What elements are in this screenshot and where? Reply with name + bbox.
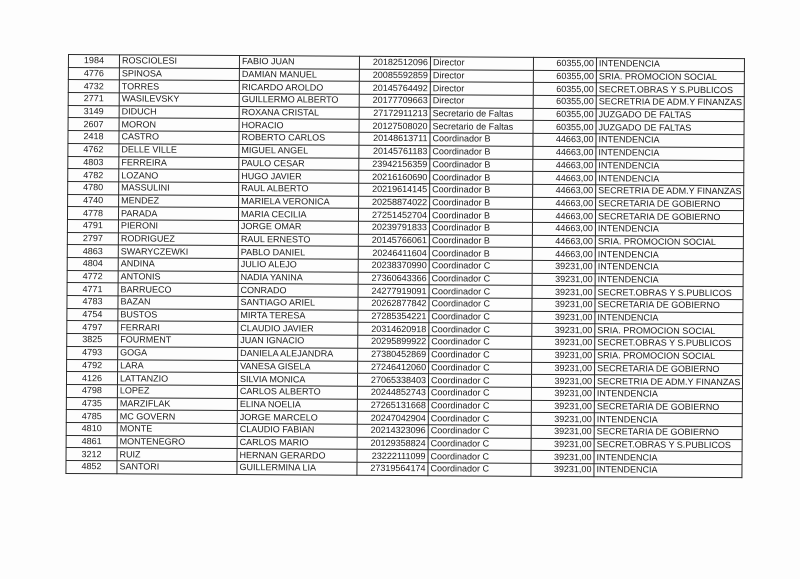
first-name-cell: NADIA YANINA: [238, 271, 358, 284]
position-cell: Coordinador C: [429, 361, 532, 374]
amount-cell: 44663,00: [533, 197, 596, 210]
surname-cell: MORON: [119, 118, 239, 131]
legajo-cell: 4735: [66, 397, 117, 410]
surname-cell: MC GOVERN: [117, 410, 237, 423]
cuit-cell: 20262877842: [358, 297, 429, 310]
surname-cell: MONTENEGRO: [117, 435, 237, 448]
department-cell: SECRETARIA DE GOBIERNO: [595, 362, 743, 376]
cuit-cell: 20085592859: [359, 69, 430, 82]
cuit-cell: 20246411604: [358, 247, 429, 260]
cuit-cell: 27360643366: [358, 272, 429, 285]
department-cell: SRIA. PROMOCION SOCIAL: [595, 235, 743, 249]
legajo-cell: 4772: [67, 270, 118, 283]
department-cell: INTENDENCIA: [596, 134, 744, 148]
surname-cell: LOZANO: [119, 169, 239, 182]
cuit-cell: 20145761183: [359, 145, 430, 158]
legajo-cell: 4776: [68, 67, 119, 80]
department-cell: SRIA. PROMOCION SOCIAL: [595, 324, 743, 338]
first-name-cell: RICARDO AROLDO: [239, 81, 359, 94]
department-cell: SECRETARIA DE GOBIERNO: [595, 299, 743, 313]
department-cell: SECRETRIA DE ADM.Y FINANZAS: [596, 185, 744, 199]
department-cell: SRIA. PROMOCION SOCIAL: [596, 70, 744, 84]
position-cell: Director: [430, 82, 533, 95]
position-cell: Coordinador B: [430, 184, 533, 197]
legajo-cell: 4785: [66, 410, 117, 423]
cuit-cell: 23222111099: [357, 450, 428, 463]
department-cell: INTENDENCIA: [594, 388, 742, 402]
first-name-cell: MIRTA TERESA: [238, 309, 358, 322]
department-cell: INTENDENCIA: [594, 451, 742, 465]
department-cell: INTENDENCIA: [595, 273, 743, 287]
amount-cell: 44663,00: [532, 248, 595, 261]
cuit-cell: 20258874022: [359, 196, 430, 209]
surname-cell: MONTE: [117, 423, 237, 436]
cuit-cell: 20177709663: [359, 94, 430, 107]
amount-cell: 60355,00: [533, 95, 596, 108]
first-name-cell: JUAN IGNACIO: [238, 335, 358, 348]
position-cell: Secretario de Faltas: [430, 120, 533, 133]
amount-cell: 39231,00: [531, 400, 594, 413]
first-name-cell: CARLOS ALBERTO: [237, 385, 357, 398]
surname-cell: ANTONIS: [118, 270, 238, 283]
position-cell: Coordinador C: [428, 437, 531, 450]
position-cell: Coordinador B: [429, 234, 532, 247]
surname-cell: CASTRO: [119, 131, 239, 144]
surname-cell: FERREIRA: [119, 156, 239, 169]
first-name-cell: PABLO DANIEL: [238, 246, 358, 259]
legajo-cell: 4793: [67, 346, 118, 359]
surname-cell: RUIZ: [117, 448, 237, 461]
department-cell: SECRET.OBRAS Y S.PUBLICOS: [595, 337, 743, 351]
cuit-cell: 20247042904: [357, 412, 428, 425]
first-name-cell: HERNAN GERARDO: [237, 449, 357, 462]
cuit-cell: 20238370990: [358, 259, 429, 272]
position-cell: Coordinador C: [429, 260, 532, 273]
cuit-cell: 20127508020: [359, 120, 430, 133]
surname-cell: BUSTOS: [118, 309, 238, 322]
amount-cell: 39231,00: [532, 349, 595, 362]
department-cell: INTENDENCIA: [595, 223, 743, 237]
department-cell: SECRET.OBRAS Y S.PUBLICOS: [594, 438, 742, 452]
legajo-cell: 4852: [66, 460, 117, 473]
first-name-cell: JORGE MARCELO: [237, 411, 357, 424]
cuit-cell: 20129358824: [357, 437, 428, 450]
amount-cell: 44663,00: [533, 133, 596, 146]
surname-cell: DIDUCH: [119, 106, 239, 119]
cuit-cell: 27319564174: [357, 462, 428, 475]
amount-cell: 39231,00: [531, 413, 594, 426]
department-cell: SRIA. PROMOCION SOCIAL: [595, 350, 743, 364]
first-name-cell: CONRADO: [238, 284, 358, 297]
cuit-cell: 20295899922: [358, 335, 429, 348]
cuit-cell: 27265131668: [357, 399, 428, 412]
first-name-cell: MIGUEL ANGEL: [239, 144, 359, 157]
amount-cell: 60355,00: [533, 108, 596, 121]
amount-cell: 44663,00: [532, 210, 595, 223]
cuit-cell: 20182512096: [359, 56, 430, 69]
cuit-cell: 27172911213: [359, 107, 430, 120]
first-name-cell: ROXANA CRISTAL: [239, 106, 359, 119]
position-cell: Coordinador C: [429, 349, 532, 362]
surname-cell: PARADA: [118, 207, 238, 220]
cuit-cell: 27251452704: [358, 209, 429, 222]
department-cell: SECRETRIA DE ADM.Y FINANZAS: [594, 375, 742, 389]
amount-cell: 60355,00: [533, 57, 596, 70]
cuit-cell: 20239791833: [358, 221, 429, 234]
position-cell: Director: [430, 57, 533, 70]
first-name-cell: ELINA NOELIA: [237, 398, 357, 411]
amount-cell: 60355,00: [533, 70, 596, 83]
department-cell: SECRET.OBRAS Y S.PUBLICOS: [595, 286, 743, 300]
amount-cell: 39231,00: [531, 463, 594, 476]
surname-cell: WASILEVSKY: [119, 93, 239, 106]
department-cell: SECRET.OBRAS Y S.PUBLICOS: [596, 83, 744, 97]
surname-cell: BAZAN: [118, 296, 238, 309]
position-cell: Coordinador B: [430, 133, 533, 146]
surname-cell: FERRARI: [118, 321, 238, 334]
amount-cell: 60355,00: [533, 121, 596, 134]
position-cell: Secretario de Faltas: [430, 107, 533, 120]
department-cell: INTENDENCIA: [596, 58, 744, 72]
cuit-cell: 27065338403: [357, 373, 428, 386]
surname-cell: SPINOSA: [119, 68, 239, 81]
surname-cell: MASSULINI: [119, 182, 239, 195]
surname-cell: BARRUECO: [118, 283, 238, 296]
surname-cell: DELLE VILLE: [119, 144, 239, 157]
surname-cell: MARZIFLAK: [117, 397, 237, 410]
position-cell: Coordinador B: [430, 158, 533, 171]
first-name-cell: SILVIA MONICA: [237, 373, 357, 386]
first-name-cell: PAULO CESAR: [239, 157, 359, 170]
position-cell: Coordinador C: [428, 463, 531, 476]
first-name-cell: DANIELA ALEJANDRA: [238, 347, 358, 360]
staff-table-body: [66, 55, 745, 478]
legajo-cell: 4804: [67, 257, 118, 270]
amount-cell: 39231,00: [532, 260, 595, 273]
first-name-cell: GUILLERMINA LIA: [237, 462, 357, 475]
department-cell: INTENDENCIA: [596, 172, 744, 186]
position-cell: Coordinador C: [429, 323, 532, 336]
surname-cell: ANDINA: [118, 258, 238, 271]
position-cell: Coordinador C: [428, 399, 531, 412]
legajo-cell: 2418: [68, 131, 119, 144]
legajo-cell: 1984: [68, 55, 119, 68]
surname-cell: PIERONI: [118, 220, 238, 233]
position-cell: Coordinador C: [428, 374, 531, 387]
first-name-cell: CLAUDIO JAVIER: [238, 322, 358, 335]
legajo-cell: 4803: [68, 156, 119, 169]
position-cell: Coordinador B: [429, 247, 532, 260]
amount-cell: 60355,00: [533, 83, 596, 96]
amount-cell: 44663,00: [533, 159, 596, 172]
amount-cell: 39231,00: [532, 273, 595, 286]
amount-cell: 39231,00: [532, 298, 595, 311]
surname-cell: GOGA: [118, 347, 238, 360]
position-cell: Coordinador B: [430, 171, 533, 184]
amount-cell: 39231,00: [531, 451, 594, 464]
cuit-cell: 20148613711: [359, 132, 430, 145]
legajo-cell: 4792: [67, 359, 118, 372]
cuit-cell: 20145764492: [359, 82, 430, 95]
legajo-cell: 3825: [67, 334, 118, 347]
legajo-cell: 4861: [66, 435, 117, 448]
position-cell: Coordinador C: [429, 336, 532, 349]
cuit-cell: 27380452869: [358, 348, 429, 361]
amount-cell: 39231,00: [532, 324, 595, 337]
department-cell: INTENDENCIA: [595, 261, 743, 275]
position-cell: Coordinador B: [429, 209, 532, 222]
first-name-cell: DAMIAN MANUEL: [239, 68, 359, 81]
legajo-cell: 2771: [68, 93, 119, 106]
department-cell: INTENDENCIA: [596, 147, 744, 161]
legajo-cell: 4762: [68, 143, 119, 156]
cuit-cell: 20216160690: [359, 170, 430, 183]
first-name-cell: JORGE OMAR: [238, 220, 358, 233]
department-cell: JUZGADO DE FALTAS: [596, 108, 744, 122]
surname-cell: LATTANZIO: [117, 372, 237, 385]
legajo-cell: 4782: [68, 169, 119, 182]
surname-cell: SWARYCZEWKI: [118, 245, 238, 258]
first-name-cell: VANESA GISELA: [238, 360, 358, 373]
first-name-cell: JULIO ALEJO: [238, 259, 358, 272]
position-cell: Director: [430, 69, 533, 82]
surname-cell: RODRIGUEZ: [118, 232, 238, 245]
department-cell: SECRETARIA DE GOBIERNO: [595, 210, 743, 224]
position-cell: Coordinador C: [428, 387, 531, 400]
surname-cell: LARA: [118, 359, 238, 372]
surname-cell: MENDEZ: [119, 194, 239, 207]
position-cell: Coordinador C: [429, 272, 532, 285]
position-cell: Coordinador B: [429, 222, 532, 235]
cuit-cell: 20314620918: [358, 323, 429, 336]
position-cell: Coordinador C: [428, 450, 531, 463]
first-name-cell: RAUL ALBERTO: [239, 182, 359, 195]
amount-cell: 39231,00: [531, 438, 594, 451]
position-cell: Coordinador C: [429, 285, 532, 298]
first-name-cell: GUILLERMO ALBERTO: [239, 94, 359, 107]
first-name-cell: MARIA CECILIA: [238, 208, 358, 221]
amount-cell: 39231,00: [532, 286, 595, 299]
first-name-cell: CLAUDIO FABIAN: [237, 423, 357, 436]
department-cell: SECRETARIA DE GOBIERNO: [596, 197, 744, 211]
department-cell: SECRETARIA DE GOBIERNO: [594, 426, 742, 440]
first-name-cell: HORACIO: [239, 119, 359, 132]
first-name-cell: SANTIAGO ARIEL: [238, 297, 358, 310]
amount-cell: 39231,00: [531, 375, 594, 388]
department-cell: INTENDENCIA: [595, 248, 743, 262]
legajo-cell: 4778: [67, 207, 118, 220]
legajo-cell: 2797: [67, 232, 118, 245]
cuit-cell: 20219614145: [359, 183, 430, 196]
amount-cell: 39231,00: [532, 336, 595, 349]
legajo-cell: 4780: [68, 181, 119, 194]
first-name-cell: ROBERTO CARLOS: [239, 132, 359, 145]
amount-cell: 44663,00: [532, 222, 595, 235]
position-cell: Coordinador C: [429, 298, 532, 311]
surname-cell: FOURMENT: [118, 334, 238, 347]
legajo-cell: 4740: [68, 194, 119, 207]
position-cell: Coordinador C: [429, 310, 532, 323]
department-cell: INTENDENCIA: [594, 464, 742, 478]
department-cell: INTENDENCIA: [594, 413, 742, 427]
department-cell: INTENDENCIA: [595, 311, 743, 325]
first-name-cell: FABIO JUAN: [239, 56, 359, 69]
amount-cell: 39231,00: [531, 387, 594, 400]
first-name-cell: RAUL ERNESTO: [238, 233, 358, 246]
legajo-cell: 4732: [68, 80, 119, 93]
department-cell: SECRETARIA DE GOBIERNO: [594, 400, 742, 414]
first-name-cell: HUGO JAVIER: [239, 170, 359, 183]
surname-cell: LOPEZ: [117, 385, 237, 398]
surname-cell: TORRES: [119, 80, 239, 93]
cuit-cell: 20145766061: [358, 234, 429, 247]
legajo-cell: 4791: [67, 219, 118, 232]
legajo-cell: 3149: [68, 105, 119, 118]
surname-cell: SANTORI: [117, 461, 237, 474]
amount-cell: 39231,00: [532, 311, 595, 324]
first-name-cell: MARIELA VERONICA: [239, 195, 359, 208]
legajo-cell: 4754: [67, 308, 118, 321]
amount-cell: 44663,00: [533, 184, 596, 197]
legajo-cell: 4783: [67, 296, 118, 309]
position-cell: Director: [430, 95, 533, 108]
surname-cell: ROSCIOLESI: [119, 55, 239, 68]
legajo-cell: 4126: [66, 372, 117, 385]
first-name-cell: CARLOS MARIO: [237, 436, 357, 449]
cuit-cell: 20214323096: [357, 424, 428, 437]
cuit-cell: 23942156359: [359, 158, 430, 171]
position-cell: Coordinador C: [428, 412, 531, 425]
cuit-cell: 20244852743: [357, 386, 428, 399]
position-cell: Coordinador C: [428, 425, 531, 438]
department-cell: INTENDENCIA: [596, 159, 744, 173]
cuit-cell: 27246412060: [358, 361, 429, 374]
amount-cell: 39231,00: [531, 425, 594, 438]
amount-cell: 44663,00: [533, 172, 596, 185]
legajo-cell: 2607: [68, 118, 119, 131]
legajo-cell: 4798: [66, 384, 117, 397]
department-cell: JUZGADO DE FALTAS: [596, 121, 744, 135]
position-cell: Coordinador B: [430, 196, 533, 209]
legajo-cell: 4771: [67, 283, 118, 296]
cuit-cell: 24277919091: [358, 285, 429, 298]
legajo-cell: 4810: [66, 422, 117, 435]
legajo-cell: 4863: [67, 245, 118, 258]
department-cell: SECRETRIA DE ADM.Y FINANZAS: [596, 96, 744, 110]
amount-cell: 39231,00: [532, 362, 595, 375]
amount-cell: 44663,00: [532, 235, 595, 248]
legajo-cell: 3212: [66, 448, 117, 461]
staff-table: [65, 54, 745, 478]
legajo-cell: 4797: [67, 321, 118, 334]
position-cell: Coordinador B: [430, 146, 533, 159]
amount-cell: 44663,00: [533, 146, 596, 159]
cuit-cell: 27285354221: [358, 310, 429, 323]
